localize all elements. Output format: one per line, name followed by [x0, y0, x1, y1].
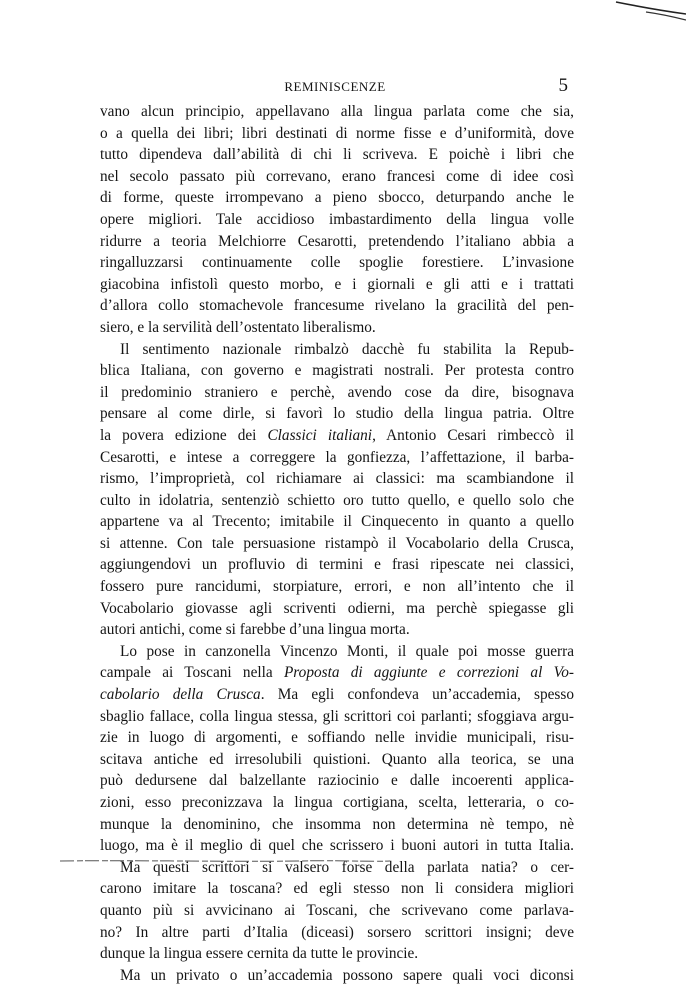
- text-line: opere migliori. Tale accidioso imbastardimento della lingua volle: [100, 210, 574, 228]
- text-line: luogo, ma è il meglio di quel che scrissero i buoni autori in tutta Italia.: [100, 837, 574, 855]
- text-line: dunque la lingua essere cernita da tutte le provincie.: [100, 945, 419, 963]
- text-line: può dedursene dal balzellante raziocinio e dalle incoerenti applica-: [100, 772, 574, 790]
- running-head: [100, 75, 570, 99]
- text-line: di forme, queste irrompevano a pieno sbocco, deturpando anche le: [100, 189, 574, 207]
- text-line: autori antichi, come si farebbe d’una lingua morta.: [100, 621, 410, 639]
- bottom-rule: [60, 857, 390, 865]
- text-line: si attenne. Con tale persuasione ristampò il Vocabolario della Crusca,: [100, 534, 574, 552]
- text-line-mixed: [100, 662, 574, 684]
- text-run: campale ai Toscani nella: [100, 664, 284, 682]
- text-line: fossero pure rancidumi, storpiature, errori, e non all’intento che il: [100, 578, 574, 596]
- text-line: giacobina infistolì questo morbo, e i giornali e gli atti e i trattati: [100, 275, 574, 293]
- text-line: vano alcun principio, appellavano alla lingua parlata come che sia,: [100, 103, 574, 120]
- text-line-mixed: [100, 684, 574, 706]
- text-line: pensare al come dirle, si favorì lo studio della lingua patria. Oltre: [100, 405, 574, 423]
- text-line: ringalluzzarsi continuamente colle spoglie forestiere. L’invasione: [100, 254, 574, 272]
- text-line: o a quella dei libri; libri destinati di norme fisse e d’uniformità, dove: [100, 124, 574, 142]
- text-line: Vocabolario giovasse agli scriventi odierni, ma perchè spiegasse gli: [100, 599, 574, 617]
- text-line: nel secolo passato più correvano, erano francesi come di idee così: [100, 167, 574, 185]
- text-line: Lo pose in canzonella Vincenzo Monti, il quale poi mosse guerra: [120, 642, 574, 660]
- text-line: carono imitare la toscana? ed egli stesso non li considera migliori: [100, 880, 574, 898]
- text-run: . Ma egli confondeva un’accademia, spesso: [260, 686, 574, 704]
- text-line-mixed: [100, 425, 574, 447]
- text-line: quanto più si avvicinano ai Toscani, che scrivevano come parlava-: [100, 901, 574, 919]
- text-line: il predominio straniero e perchè, avendo cose da dire, bisognava: [100, 383, 574, 401]
- page-number: 5: [558, 75, 568, 96]
- text-run: la povera edizione dei: [100, 426, 268, 444]
- text-run: , Antonio Cesari rimbeccò il: [372, 426, 574, 444]
- text-line: rismo, l’improprietà, col richiamare ai classici: ma scambiandone il: [100, 470, 574, 488]
- italic-title: Proposta di aggiunte e correzioni al Vo-: [283, 664, 574, 682]
- text-line: zioni, esso preconizzava la lingua cortigiana, scelta, letteraria, o co-: [100, 794, 574, 811]
- text-line: munque la denominino, che insomma non determina nè tempo, nè: [100, 815, 574, 833]
- text-line: Il sentimento nazionale rimbalzò dacchè fu stabilita la Repub-: [120, 340, 574, 358]
- text-line: blica Italiana, con governo e magistrati nostrali. Per protesta contro: [100, 362, 574, 380]
- text-line: Cesarotti, e intese a correggere la gonfiezza, l’affettazione, il barba-: [100, 448, 574, 466]
- text-line: sbaglio fallace, colla lingua stessa, gli scrittori coi parlanti; sfoggiava argu-: [100, 707, 574, 725]
- italic-title: cabolario della Crusca: [100, 686, 261, 704]
- text-line: Ma questi scrittori si valsero forse della parlata natia? o cer-: [120, 858, 574, 876]
- text-line: ridurre a teoria Melchiorre Cesarotti, pretendendo l’italiano abbia a: [100, 232, 574, 250]
- page-edge-mark: [606, 0, 686, 30]
- text-line: d’allora collo stomachevole francesume rivelano la gracilità del pen-: [100, 297, 574, 315]
- text-line: siero, e la servilità dell’ostentato liberalismo.: [100, 318, 376, 336]
- text-line: zie in luogo di argomenti, e soffiando nelle invidie municipali, risu-: [100, 729, 574, 747]
- text-line: appartene va al Trecento; imitabile il Cinquecento in quanto a quello: [100, 513, 574, 531]
- text-line: Ma un privato o un’accademia possono sapere quali voci diconsi: [120, 966, 574, 984]
- italic-title: Classici italiani: [267, 426, 373, 444]
- text-line: aggiungendovi un profluvio di termini e frasi ripescate nei classici,: [100, 556, 574, 574]
- body-text: [100, 101, 574, 986]
- text-line: no? In altre parti d’Italia (diceasi) sorsero scrittori insigni; deve: [100, 923, 574, 941]
- text-line: culto in idolatria, sentenziò schietto oro tutto quello, e quello solo che: [100, 491, 574, 509]
- text-line: scitava antiche ed irresolubili quistioni. Quanto alla teorica, se una: [100, 750, 574, 768]
- running-title: REMINISCENZE: [284, 79, 386, 94]
- text-line: tutto dipendeva dall’abilità di chi li scriveva. E poichè i libri che: [100, 146, 574, 164]
